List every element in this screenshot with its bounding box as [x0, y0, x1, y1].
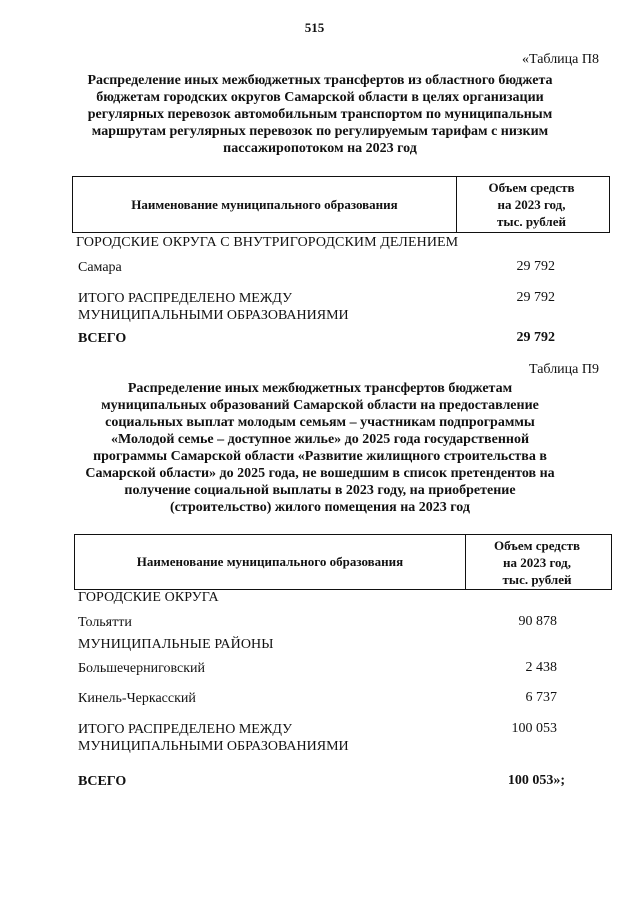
total-value: 29 792 — [516, 290, 555, 305]
column-header-amount — [454, 177, 609, 232]
row-value: 6 737 — [525, 690, 557, 705]
title-line: (строительство) жилого помещения на 2023 год — [170, 500, 470, 515]
header-line: Объем средств — [488, 180, 575, 195]
total-label-line: МУНИЦИПАЛЬНЫМИ ОБРАЗОВАНИЯМИ — [78, 739, 349, 754]
table-label-p8: «Таблица П8 — [522, 52, 599, 67]
group-heading: ГОРОДСКИЕ ОКРУГА — [78, 590, 219, 605]
title-line: получение социальной выплаты в 2023 году, на приобретение — [124, 483, 516, 498]
row-name: Тольятти — [78, 615, 132, 630]
title-line: регулярных перевозок автомобильным транспортом по муниципальным — [87, 107, 553, 122]
header-line: на 2023 год, — [497, 197, 566, 212]
title-line: программы Самарской области «Развитие жилищного строительства в — [93, 449, 547, 464]
row-name: Большечерниговский — [78, 661, 206, 676]
title-line: Распределение иных межбюджетных трансфертов из областного бюджета — [87, 73, 553, 88]
title-line: социальных выплат молодым семьям – участникам подпрограммы — [105, 415, 535, 430]
row-value: 29 792 — [516, 259, 555, 274]
total-value: 100 053 — [511, 721, 557, 736]
title-line: Самарской области» до 2025 года, не вошедшим в список претендентов на — [85, 466, 555, 481]
total-label — [78, 290, 349, 324]
row-name: Самара — [78, 260, 122, 275]
column-header-amount — [463, 535, 611, 589]
row-value: 2 438 — [525, 660, 557, 675]
page-number: 515 — [304, 20, 325, 35]
header-line: тыс. рублей — [497, 214, 566, 229]
header-line: тыс. рублей — [502, 571, 572, 587]
title-line: бюджетам городских округов Самарской области в целях организации — [96, 90, 544, 105]
title-line: маршрутам регулярных перевозок по регулируемым тарифам с низким — [91, 124, 549, 139]
header-line: Объем средств — [493, 537, 581, 553]
header-line: на 2023 год, — [502, 554, 572, 570]
column-header-name: Наименование муниципального образования — [73, 177, 457, 232]
table-title-p9 — [40, 380, 600, 516]
total-label-line: ИТОГО РАСПРЕДЕЛЕНО МЕЖДУ — [78, 291, 292, 306]
grand-total-label: ВСЕГО — [78, 331, 127, 346]
group-heading: ГОРОДСКИЕ ОКРУГА С ВНУТРИГОРОДСКИМ ДЕЛЕНИЕМ — [76, 235, 459, 250]
total-label — [78, 721, 349, 755]
row-value: 90 878 — [518, 614, 557, 629]
title-line: «Молодой семье – доступное жилье» до 2025 года государственной — [110, 432, 530, 447]
table-header-p8 — [72, 176, 610, 233]
column-header-name: Наименование муниципального образования — [75, 535, 466, 589]
table-label-p9: Таблица П9 — [529, 362, 599, 377]
group-heading: МУНИЦИПАЛЬНЫЕ РАЙОНЫ — [78, 637, 274, 652]
title-line: муниципальных образований Самарской области на предоставление — [101, 398, 539, 413]
row-name: Кинель-Черкасский — [78, 691, 196, 706]
grand-total-value: 100 053»; — [507, 773, 565, 788]
title-line: Распределение иных межбюджетных трансфертов бюджетам — [127, 381, 513, 396]
grand-total-label: ВСЕГО — [78, 774, 127, 789]
total-label-line: МУНИЦИПАЛЬНЫМИ ОБРАЗОВАНИЯМИ — [78, 308, 349, 323]
grand-total-value: 29 792 — [516, 330, 555, 345]
table-header-p9 — [74, 534, 612, 590]
total-label-line: ИТОГО РАСПРЕДЕЛЕНО МЕЖДУ — [78, 722, 292, 737]
table-title-p8 — [40, 72, 600, 157]
title-line: пассажиропотоком на 2023 год — [223, 141, 417, 156]
